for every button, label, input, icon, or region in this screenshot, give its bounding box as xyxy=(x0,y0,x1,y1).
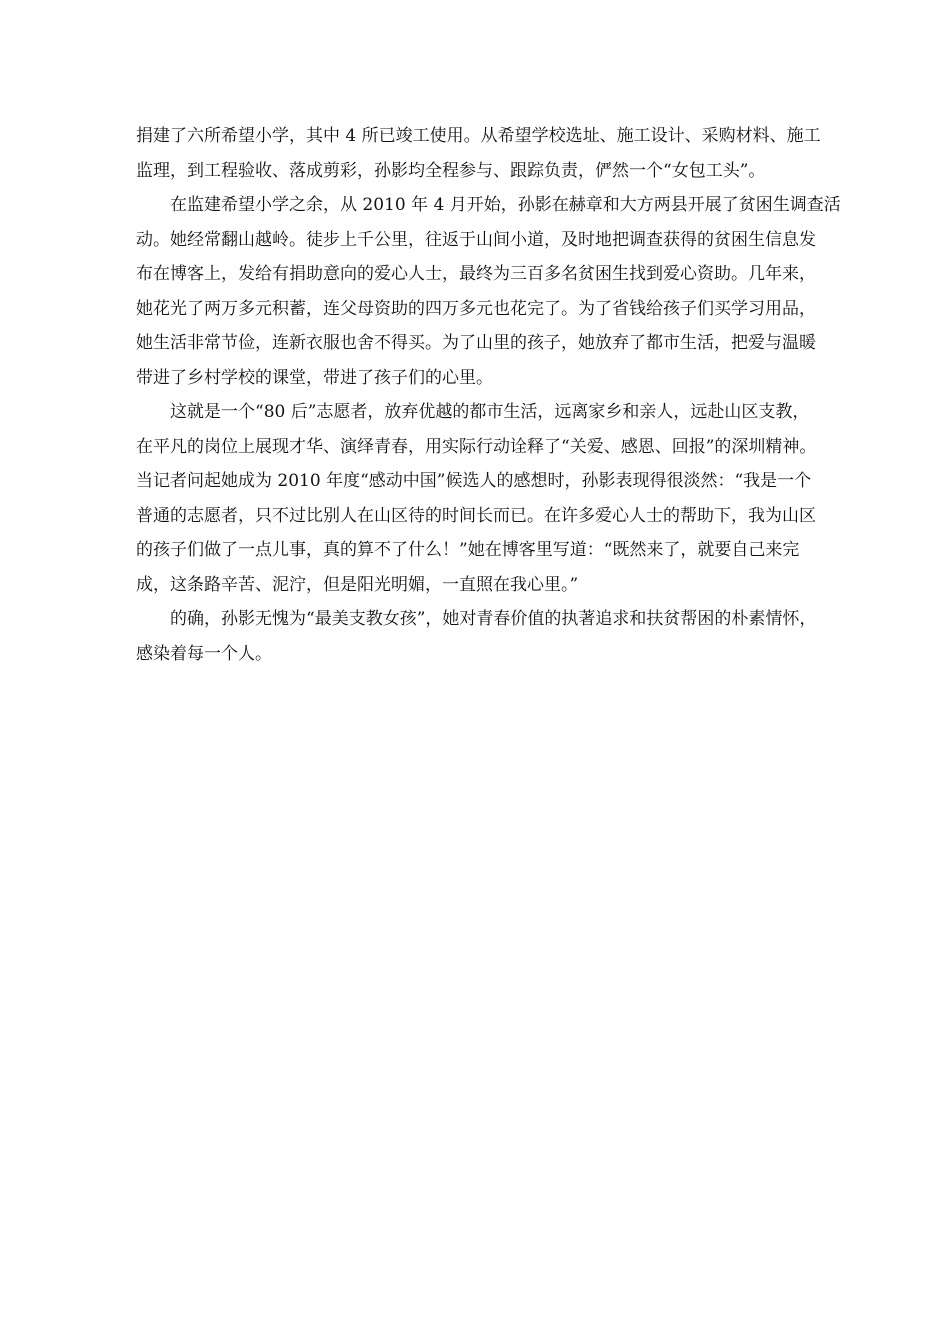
text-line: 她生活非常节俭，连新衣服也舍不得买。为了山里的孩子，她放弃了都市生活，把爱与温暖 xyxy=(136,333,816,353)
text-line: 捐建了六所希望小学，其中 4 所已竣工使用。从希望学校选址、施工设计、采购材料、施工 xyxy=(136,126,821,146)
text-line: 感染着每一个人。 xyxy=(136,643,272,664)
text-line: 动。她经常翻山越岭。徒步上千公里，往返于山间小道，及时地把调查获得的贫困生信息发 xyxy=(136,229,816,250)
paragraph-first-line: 这就是一个“80 后”志愿者，放弃优越的都市生活，远离家乡和亲人，远赴山区支教， xyxy=(170,402,810,422)
text-line: 在平凡的岗位上展现才华、演绎青春，用实际行动诠释了“关爱、感恩、回报”的深圳精神。 xyxy=(136,436,817,457)
text-line: 成，这条路辛苦、泥泞，但是阳光明媚，一直照在我心里。” xyxy=(136,574,579,595)
text-line: 布在博客上，发给有捐助意向的爱心人士，最终为三百多名贫困生找到爱心资助。几年来， xyxy=(136,264,816,284)
text-line: 普通的志愿者，只不过比别人在山区待的时间长而已。在许多爱心人士的帮助下，我为山区 xyxy=(136,505,816,526)
text-line: 的孩子们做了一点儿事，真的算不了什么！”她在博客里写道：“既然来了，就要自己来完 xyxy=(136,540,800,560)
text-line: 当记者问起她成为 2010 年度“感动中国”候选人的感想时，孙影表现得很淡然：“我是一个 xyxy=(136,471,812,491)
document-body xyxy=(136,119,841,671)
paragraph-first-line: 的确，孙影无愧为“最美支教女孩”，她对青春价值的执著追求和扶贫帮困的朴素情怀， xyxy=(170,609,817,629)
text-line: 带进了乡村学校的课堂，带进了孩子们的心里。 xyxy=(136,367,493,388)
text-line: 监理，到工程验收、落成剪彩，孙影均全程参与、跟踪负责，俨然一个“女包工头”。 xyxy=(136,160,766,181)
text-line: 她花光了两万多元积蓄，连父母资助的四万多元也花完了。为了省钱给孩子们买学习用品， xyxy=(136,298,816,319)
paragraph-first-line: 在监建希望小学之余，从 2010 年 4 月开始，孙影在赫章和大方两县开展了贫困生调查活 xyxy=(170,195,841,215)
